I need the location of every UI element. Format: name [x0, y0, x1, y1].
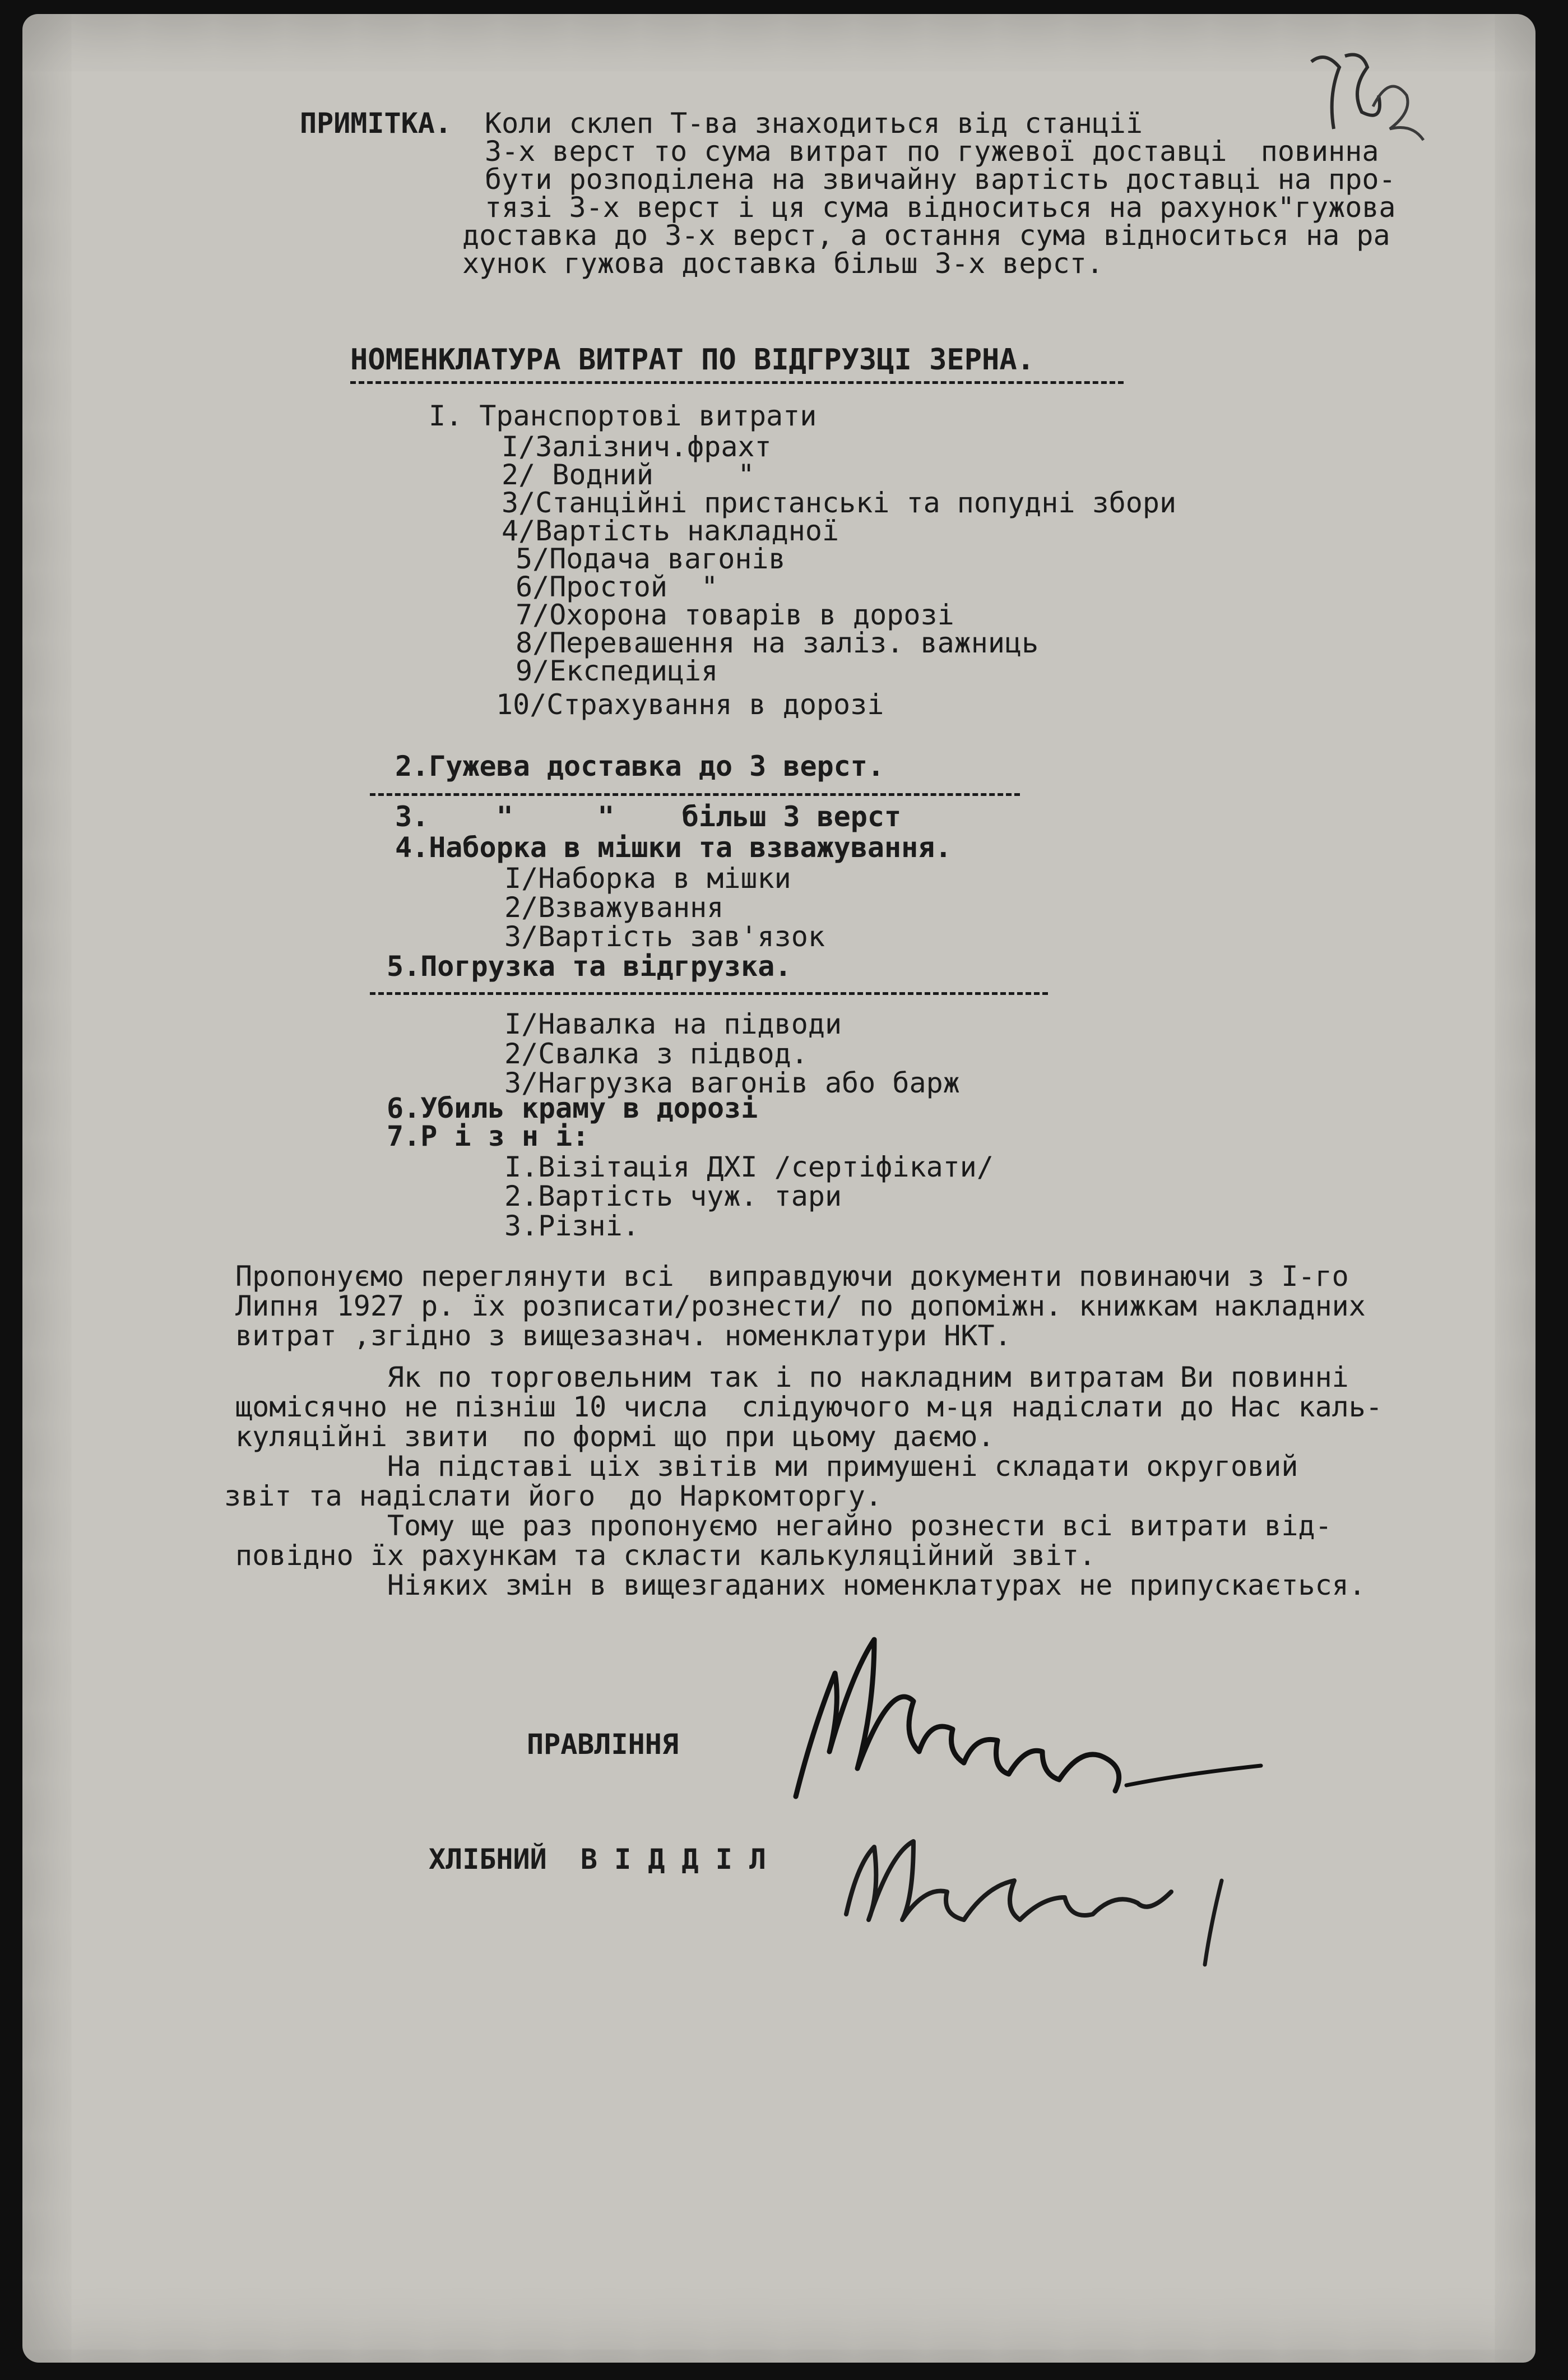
section-7-item: 2.Вартість чуж. тари [504, 1180, 842, 1212]
section-2-title: 2.Гужева доставка до 3 верст. [395, 750, 884, 782]
section-1-title: I. Транспортові витрати [429, 400, 817, 432]
document-heading: НОМЕНКЛАТУРА ВИТРАТ ПО ВІДГРУЗЦІ ЗЕРНА. [350, 343, 1034, 377]
document-page [22, 14, 1535, 2363]
body-line: Липня 1927 р. їх розписати/рознести/ по допоміжн. книжкам накладних [235, 1290, 1366, 1322]
board-label: ПРАВЛІННЯ [527, 1728, 679, 1761]
section-5-item: 3/Нагрузка вагонів або барж [504, 1067, 960, 1099]
section-7-item: 3.Різні. [504, 1210, 639, 1242]
note-line: 3-х верст то сума витрат по гужевої доставці повинна [485, 135, 1379, 168]
section-1-item: 7/Охорона товарів в дорозі [516, 599, 954, 631]
section-7-item: I.Візітація ДХІ /сертіфікати/ [504, 1151, 994, 1183]
board-signature [773, 1628, 1278, 1830]
section-4-item: I/Наборка в мішки [504, 862, 791, 895]
body-line: витрат ,згідно з вищезазнач. номенклатури НКТ. [235, 1319, 1012, 1352]
note-line: хунок гужова доставка більш 3-х верст. [462, 247, 1103, 280]
section-2-underline [370, 793, 1020, 796]
section-1-item: 6/Простой " [516, 571, 718, 603]
section-6-title: 6.Убиль краму в дорозі [387, 1092, 758, 1124]
note-label: ПРИМІТКА. [300, 107, 452, 140]
section-1-item: 4/Вартість накладної [502, 515, 839, 547]
note-line: Коли склеп Т-ва знаходиться від станції [485, 107, 1143, 140]
note-line: бути розподілена на звичайну вартість доставці на про- [485, 163, 1396, 196]
section-5-item: 2/Свалка з підвод. [504, 1038, 808, 1070]
section-4-item: 2/Взважування [504, 891, 724, 924]
department-label: ХЛІБНИЙ В І Д Д І Л [429, 1843, 767, 1876]
archive-stamp [1289, 39, 1440, 151]
body-line: Ніяких змін в вищезгаданих номенклатурах не припускається. [235, 1569, 1366, 1601]
body-line: куляційні звити по формі що при цьому дaємо. [235, 1420, 995, 1453]
section-1-item: 2/ Водний " [502, 459, 755, 491]
section-1-item: 3/Станційні пристанські та попудні збори [502, 487, 1177, 519]
section-3-title: 3. " " більш 3 верст [395, 800, 902, 833]
section-4-title: 4.Наборка в мішки та взважування. [395, 831, 952, 864]
heading-underline [350, 381, 1124, 384]
section-4-item: 3/Вартість зав'язок [504, 920, 825, 953]
section-5-underline [370, 992, 1048, 995]
body-line: звіт та надіслати його до Наркомторгу. [224, 1480, 882, 1512]
section-1-item: 5/Подача вагонів [516, 543, 786, 575]
body-line: На підставі ціх звітів ми примушені складати округовий [235, 1450, 1298, 1483]
note-line: доставка до 3-х верст, а остання сума відноситься на ра [462, 219, 1390, 252]
body-line: Тому ще раз пропонуємо негайно рознести всі витрати від- [235, 1510, 1332, 1542]
body-line: щомісячно не пізніш 10 числа слідуючого м-ця надіслати до Нас каль- [235, 1391, 1383, 1423]
section-5-item: I/Навалка на підводи [504, 1008, 842, 1040]
section-1-item: I/Залізнич.фрахт [502, 430, 772, 463]
section-5-title: 5.Погрузка та відгрузка. [387, 950, 792, 983]
body-line: повідно їх рахункам та скласти калькуляційний звіт. [235, 1539, 1096, 1572]
department-signature [835, 1802, 1283, 1970]
section-1-item: 10/Страхування в дорозі [496, 688, 884, 721]
note-line: тязі 3-х верст і ця сума відноситься на рахунок"гужова [485, 191, 1396, 224]
section-7-title: 7.Р і з н і: [387, 1120, 590, 1152]
body-line: Як по торговельним так і по накладним витратам Ви повинні [235, 1361, 1349, 1393]
section-1-item: 8/Перевашення на заліз. важниць [516, 627, 1039, 659]
section-1-item: 9/Експедиція [516, 655, 718, 687]
body-line: Пропонуємо переглянути всі виправдуючи документи повинаючи з I-го [235, 1260, 1349, 1293]
